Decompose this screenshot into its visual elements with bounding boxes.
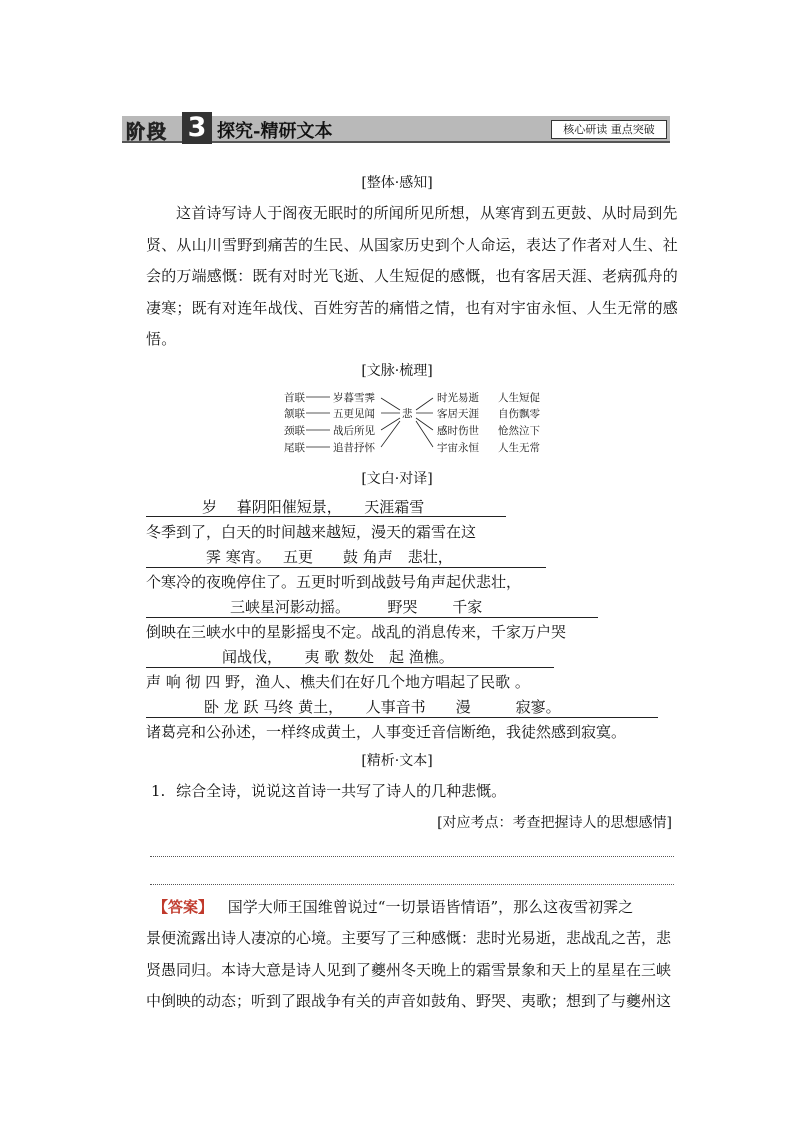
diagram-theme: 时光易逝 bbox=[437, 392, 479, 404]
stage-number: 3 bbox=[182, 112, 212, 144]
question-number: 1. bbox=[151, 782, 166, 800]
stage-tag: 核心研读 重点突破 bbox=[551, 120, 667, 139]
diagram-content: 追昔抒怀 bbox=[333, 442, 375, 454]
diagram-theme: 感时伤世 bbox=[437, 425, 479, 437]
answer-line: 景便流露出诗人凄凉的心境。主要写了三种感慨：悲时光易逝，悲战乱之苦，悲 bbox=[146, 929, 672, 947]
diagram-feeling: 人生无常 bbox=[498, 442, 540, 454]
diagram-part: 颔联 bbox=[284, 408, 305, 420]
diagram-content: 战后所见 bbox=[333, 425, 375, 437]
diagram-part: 尾联 bbox=[284, 442, 305, 454]
translation-line: 个寒冷的夜晚停住了。五更时听到战鼓号角声起伏悲壮， bbox=[146, 573, 522, 591]
original-line: 卧 龙 跃 马终 黄土， 人事音书 漫 寂寥。 bbox=[204, 698, 561, 716]
original-line: 闻战伐， 夷 歌 数处 起 渔樵。 bbox=[222, 648, 454, 666]
diagram-connector-lines bbox=[0, 0, 794, 470]
diagram-center: 悲 bbox=[402, 408, 413, 420]
diagram-feeling: 自伤飘零 bbox=[498, 408, 540, 420]
diagram-part: 首联 bbox=[284, 392, 305, 404]
diagram-theme: 宇宙永恒 bbox=[437, 442, 479, 454]
translation-title: [文白·对译] bbox=[361, 471, 433, 487]
diagram-part: 颈联 bbox=[284, 425, 305, 437]
diagram-content: 岁暮雪霁 bbox=[333, 392, 375, 404]
translation-line: 声 响 彻 四 野，渔人、樵夫们在好几个地方唱起了民歌 。 bbox=[146, 673, 530, 691]
answer-line: 中倒映的动态；听到了跟战争有关的声音如鼓角、野哭、夷歌；想到了与夔州这 bbox=[146, 992, 672, 1010]
overview-title: [整体·感知] bbox=[361, 175, 433, 191]
answer-text: 国学大师王国维曾说过“一切景语皆情语”，那么这夜雪初霁之 bbox=[227, 898, 634, 916]
answer-blank-line bbox=[150, 856, 674, 857]
translation-line: 诸葛亮和公孙述，一样终成黄土，人事变迁音信断绝，我徒然感到寂寞。 bbox=[146, 723, 627, 741]
stage-title: 探究-精研文本 bbox=[217, 121, 333, 142]
answer-line: 贤愚同归。本诗大意是诗人见到了夔州冬天晚上的霜雪景象和天上的星星在三峡 bbox=[146, 961, 672, 979]
question-note: [对应考点：考查把握诗人的思想感情] bbox=[437, 815, 672, 831]
overview-text: 这首诗写诗人于阁夜无眠时的所闻所见所想，从寒宵到五更鼓、从时局到先贤、从山川雪野到痛苦的生民、从国家历史到个人命运，表达了作者对人生、社会的万端感慨：既有对时光飞逝、人生短促的感慨，也有客居天涯、老病孤舟的凄寒；既有对连年战伐、百姓穷苦的痛惜之情，也有对宇宙永恒、人生无常的感悟。 bbox=[146, 204, 679, 348]
line-rule bbox=[146, 667, 554, 668]
original-line: 岁 暮阴阳催短景， 天涯霜雪 bbox=[202, 498, 425, 516]
diagram-feeling: 人生短促 bbox=[498, 392, 540, 404]
line-rule bbox=[146, 567, 546, 568]
translation-line: 冬季到了，白天的时间越来越短，漫天的霜雪在这 bbox=[146, 523, 477, 541]
answer-blank-line bbox=[150, 884, 674, 885]
question-text: 综合全诗，说说这首诗一共写了诗人的几种悲慨。 bbox=[176, 782, 507, 800]
answer-first-line bbox=[153, 896, 633, 917]
line-rule bbox=[146, 617, 598, 618]
question bbox=[151, 780, 506, 801]
analysis-title: [精析·文本] bbox=[361, 753, 433, 769]
diagram-feeling: 怆然泣下 bbox=[498, 425, 540, 437]
diagram-content: 五更见闻 bbox=[333, 408, 375, 420]
diagram-theme: 客居天涯 bbox=[437, 408, 479, 420]
translation-line: 倒映在三峡水中的星影摇曳不定。战乱的消息传来，千家万户哭 bbox=[146, 623, 567, 641]
original-line: 霁 寒宵。 五更 鼓 角声 悲壮， bbox=[206, 548, 453, 566]
structure-title: [文脉·梳理] bbox=[361, 363, 433, 379]
line-rule bbox=[146, 717, 658, 718]
line-rule bbox=[146, 516, 506, 517]
original-line: 三峡星河影动摇。 野哭 千家 bbox=[230, 598, 483, 616]
answer-label: 【答案】 bbox=[153, 898, 214, 916]
stage-label: 阶段 bbox=[126, 121, 169, 143]
